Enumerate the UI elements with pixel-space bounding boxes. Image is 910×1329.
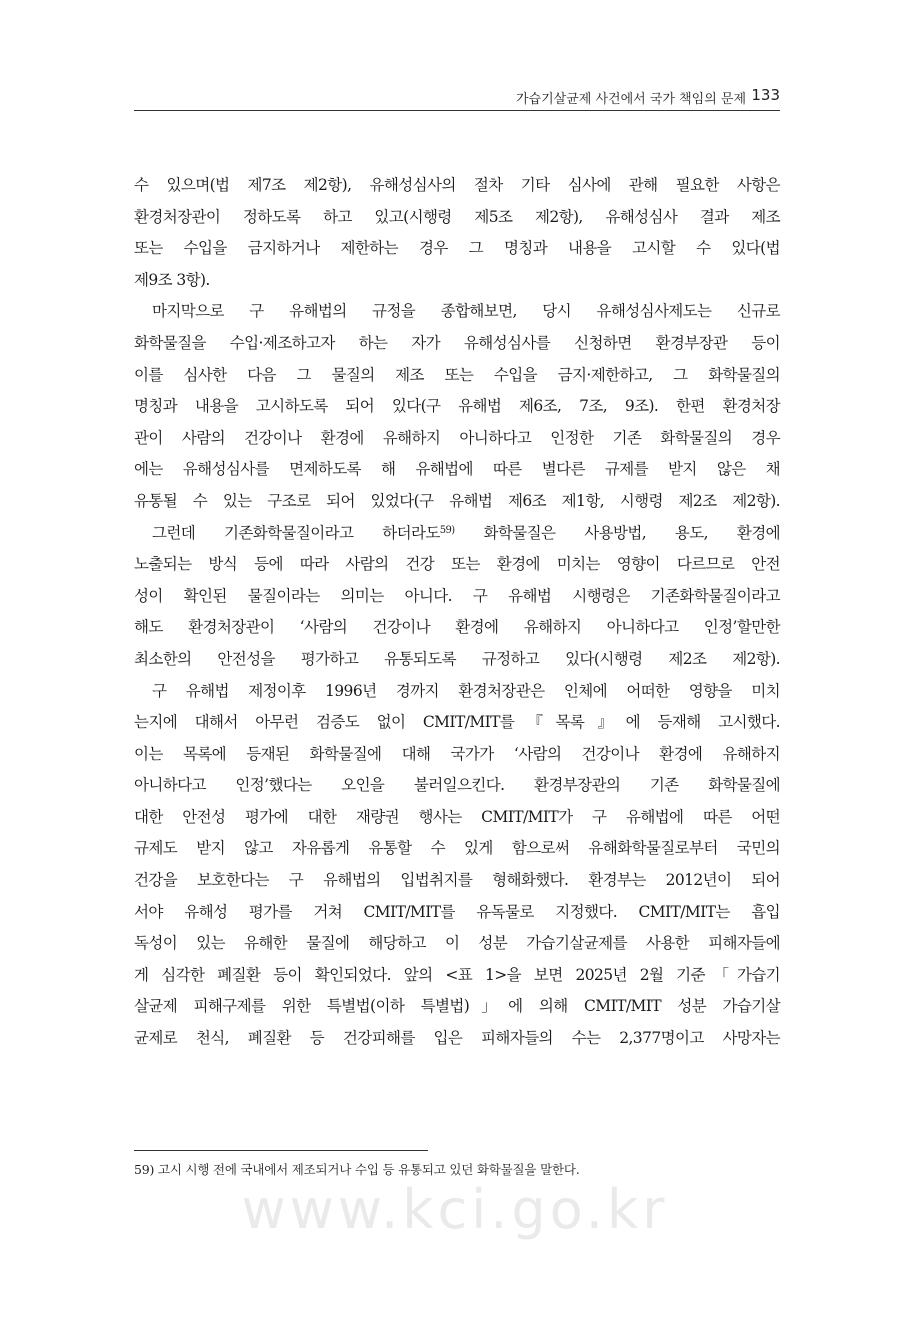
text-line: 관이 사람의 건강이나 환경에 유해하지 아니하다고 인정한 기존 화학물질의 경우 xyxy=(134,428,780,447)
footnote-text: 고시 시행 전에 국내에서 제조되거나 수입 등 유통되고 있던 화학물질을 말한다. xyxy=(154,1162,580,1177)
text-line: 수 있으며(법 제7조 제2항), 유해성심사의 절차 기타 심사에 관해 필요한 사항은 xyxy=(134,176,780,194)
text-line: 또는 수입을 금지하거나 제한하는 경우 그 명칭과 내용을 고시할 수 있다(법 xyxy=(134,239,780,258)
footnote-number: 59) xyxy=(134,1162,155,1177)
text-line: 건강을 보호한다는 구 유해법의 입법취지를 형해화했다. 환경부는 2012년이 되어 xyxy=(134,871,780,890)
text-line: 해도 환경처장관이 ‘사람의 건강이나 환경에 유해하지 아니하다고 인정’할만한 xyxy=(134,618,780,637)
page-number: 133 xyxy=(751,86,780,104)
text-line: 명칭과 내용을 고시하도록 되어 있다(구 유해법 제6조, 7조, 9조). 한편 환경처장 xyxy=(134,397,780,416)
footnote-divider xyxy=(134,1150,428,1151)
text-line-start: 그런데 기존화학물질이라고 하더라도 xyxy=(152,523,440,542)
watermark: www.kci.go.kr xyxy=(241,1178,669,1241)
text-line: 아니하다고 인정’했다는 오인을 불러일으킨다. 환경부장관의 기존 화학물질에 xyxy=(134,776,780,795)
text-line: 노출되는 방식 등에 따라 사람의 건강 또는 환경에 미치는 영향이 다르므로 안전 xyxy=(134,555,780,574)
text-line: 에는 유해성심사를 면제하도록 해 유해법에 따른 별다른 규제를 받지 않은 채 xyxy=(134,460,780,479)
text-line: 화학물질을 수입·제조하고자 하는 자가 유해성심사를 신청하면 환경부장관 등이 xyxy=(134,333,780,352)
header-title: 가습기살균제 사건에서 국가 책임의 문제 xyxy=(515,92,746,107)
text-line: 균제로 천식, 폐질환 등 건강피해를 입은 피해자들의 수는 2,377명이고 사망자는 xyxy=(134,1029,780,1048)
text-line: 환경처장관이 정하도록 하고 있고(시행령 제5조 제2항), 유해성심사 결과 제조 xyxy=(134,207,780,226)
footnote xyxy=(134,1160,780,1180)
running-header xyxy=(134,84,780,111)
text-line: 이를 심사한 다음 그 물질의 제조 또는 수입을 금지·제한하고, 그 화학물질의 xyxy=(134,365,780,384)
text-line: 구 유해법 제정이후 1996년 경까지 환경처장관은 인체에 어떠한 영향을 미치 xyxy=(152,681,780,700)
text-line: 유통될 수 있는 구조로 되어 있었다(구 유해법 제6조 제1항, 시행령 제2조 제2항). xyxy=(134,491,780,510)
text-line: 살균제 피해구제를 위한 특별법(이하 특별법)」에 의해 CMIT/MIT 성분 가습기살 xyxy=(134,997,780,1016)
text-line: 최소한의 안전성을 평가하고 유통되도록 규정하고 있다(시행령 제2조 제2항). xyxy=(134,649,780,668)
text-line: 규제도 받지 않고 자유롭게 유통할 수 있게 함으로써 유해화학물질로부터 국민의 xyxy=(134,839,780,858)
body-text xyxy=(134,170,780,1055)
text-line: 독성이 있는 유해한 물질에 해당하고 이 성분 가습기살균제를 사용한 피해자들에 xyxy=(134,934,780,953)
text-line: 는지에 대해서 아무런 검증도 없이 CMIT/MIT를『목록』에 등재해 고시했다. xyxy=(134,713,780,732)
text-line: 제9조 3항). xyxy=(134,270,210,289)
text-line xyxy=(134,518,780,550)
text-line: 이는 목록에 등재된 화학물질에 대해 국가가 ‘사람의 건강이나 환경에 유해하지 xyxy=(134,744,780,763)
text-line: 게 심각한 폐질환 등이 확인되었다. 앞의 <표 1>을 보면 2025년 2월 기준「가습기 xyxy=(134,965,780,984)
footnote-ref[interactable]: 59) xyxy=(439,524,455,536)
text-line: 서야 유해성 평가를 거쳐 CMIT/MIT를 유독물로 지정했다. CMIT/MIT는 흡입 xyxy=(134,902,780,921)
text-line: 대한 안전성 평가에 대한 재량권 행사는 CMIT/MIT가 구 유해법에 따른 어떤 xyxy=(134,807,780,826)
text-line: 성이 확인된 물질이라는 의미는 아니다. 구 유해법 시행령은 기존화학물질이라고 xyxy=(134,586,780,605)
text-line: 마지막으로 구 유해법의 규정을 종합해보면, 당시 유해성심사제도는 신규로 xyxy=(152,302,780,321)
text-line-end: 화학물질은 사용방법, 용도, 환경에 xyxy=(454,523,781,542)
